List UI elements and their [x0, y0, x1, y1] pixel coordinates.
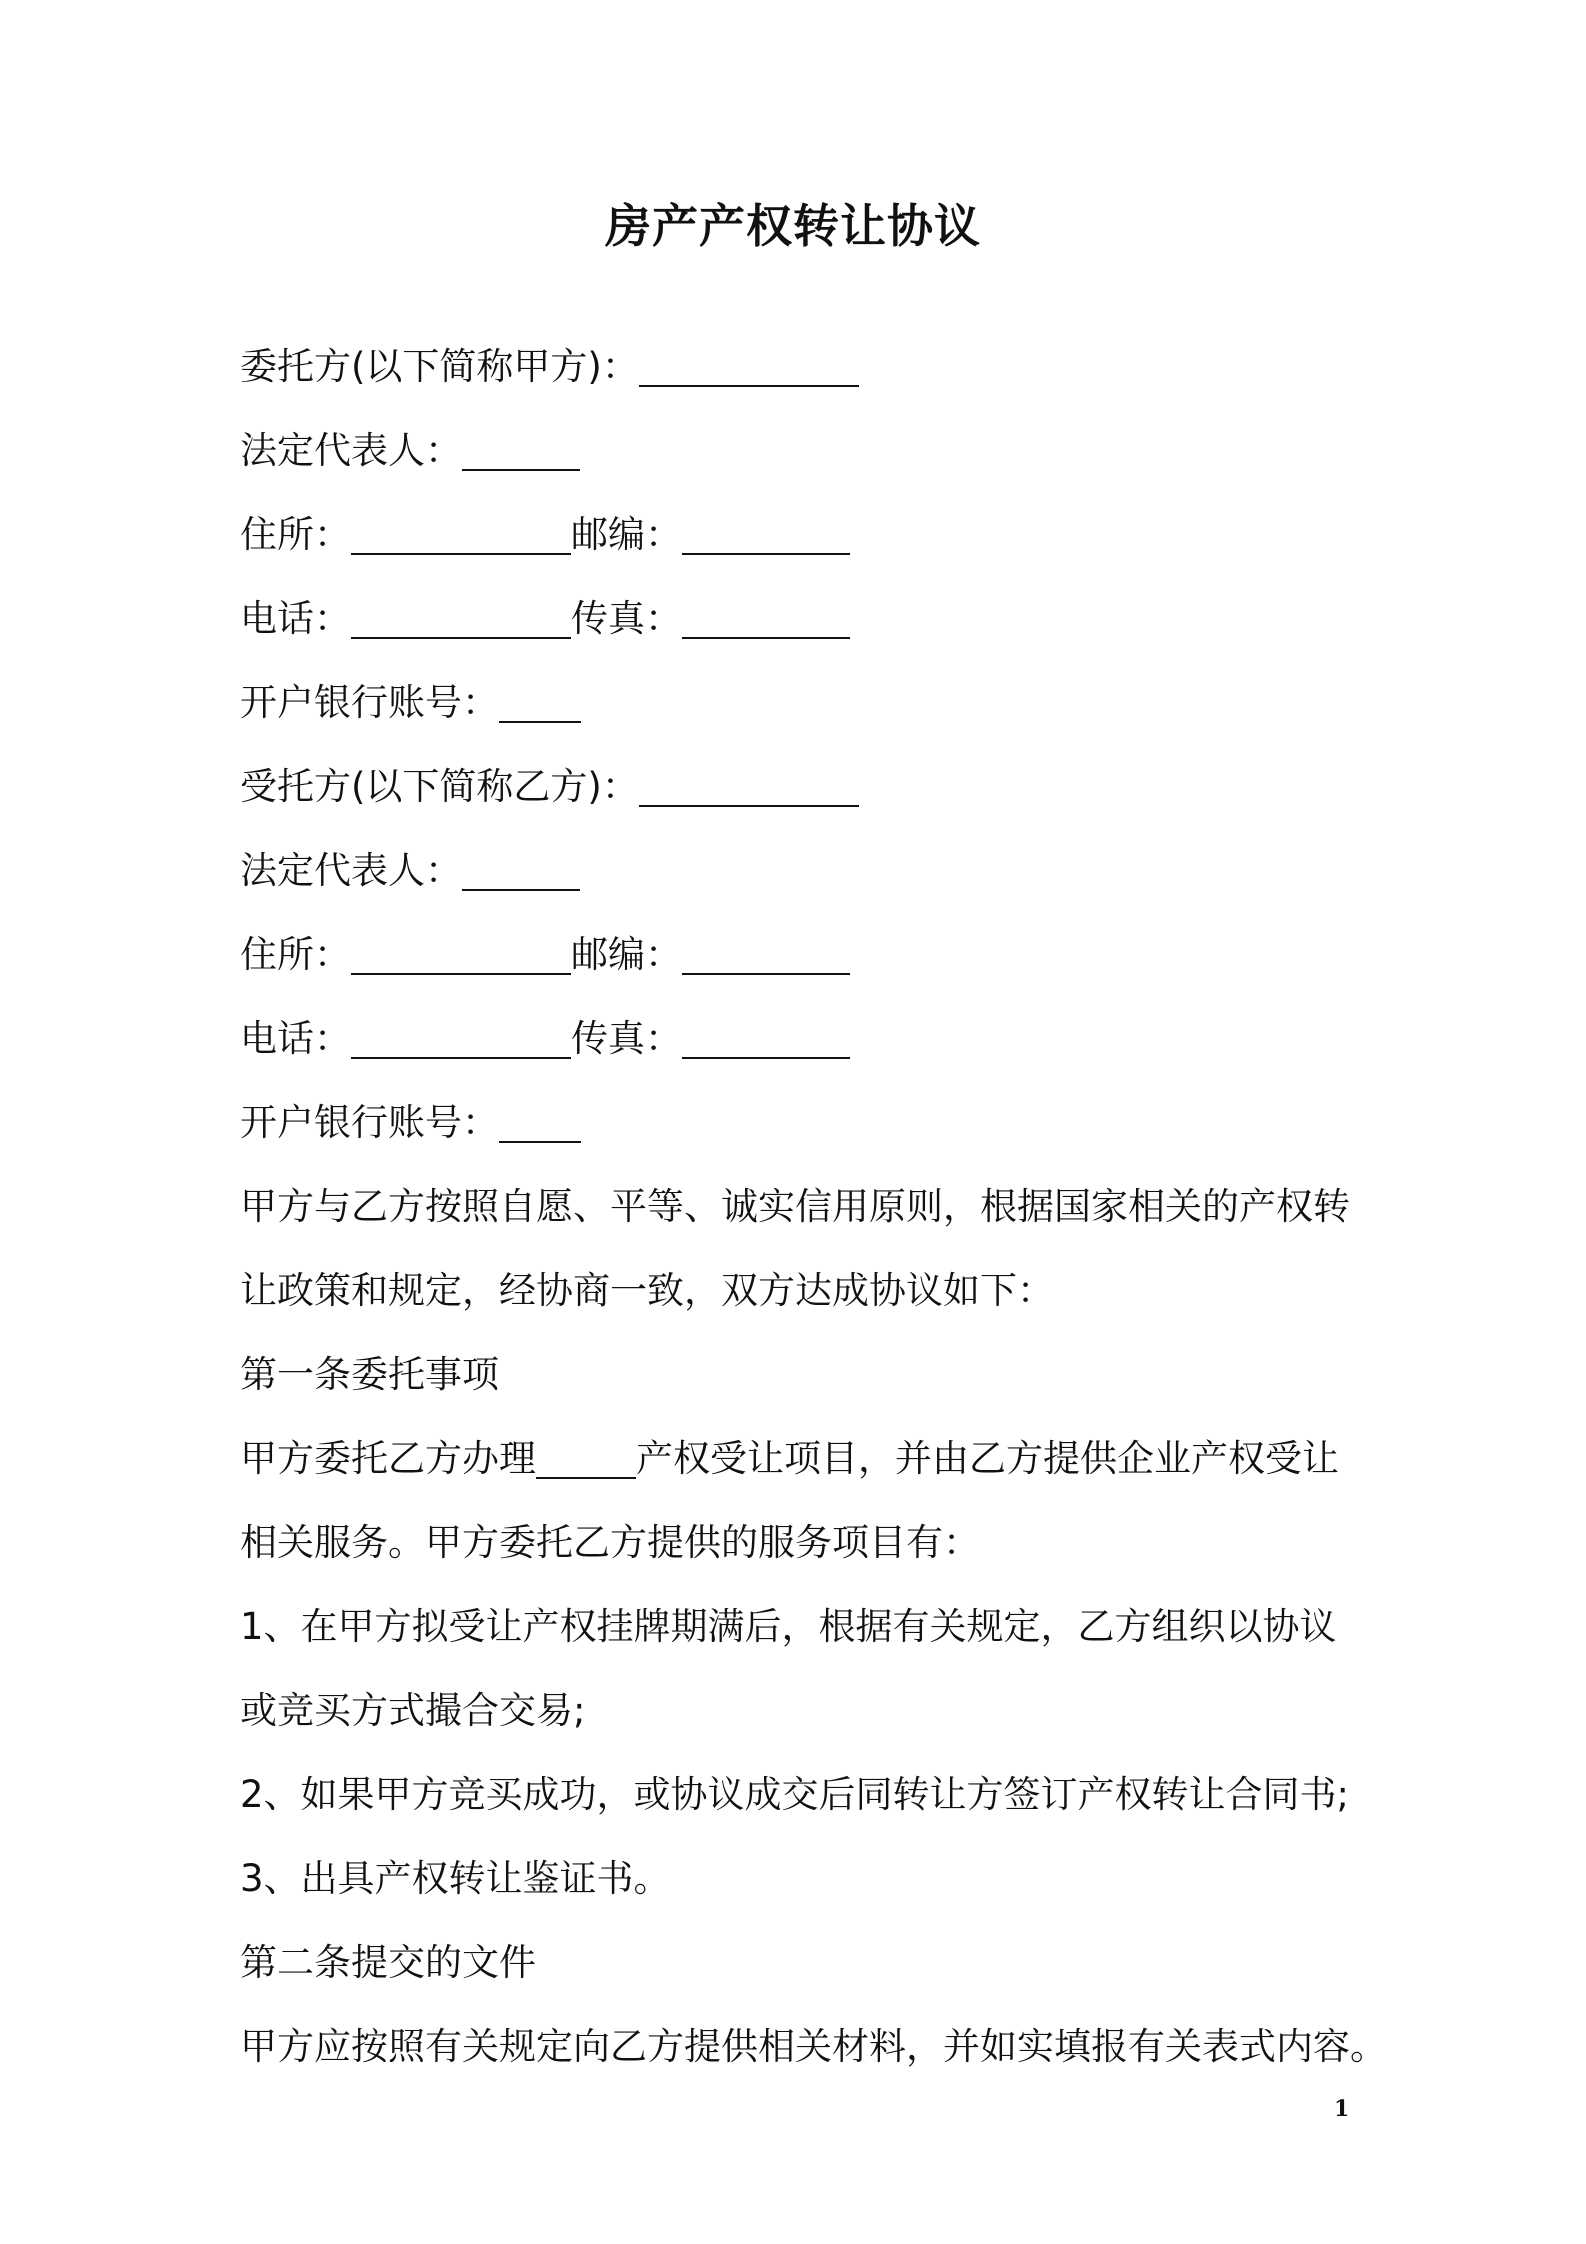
article-1-text-end: 产权受让项目，并由乙方提供企业产权受让: [636, 1437, 1339, 1480]
party-b-legal-rep-blank: [462, 843, 580, 891]
party-a-legal-rep-blank: [462, 423, 580, 471]
article-1-item: 2、如果甲方竞买成功，或协议成交后同转让方签订产权转让合同书;: [240, 1773, 1350, 1816]
party-b-postcode-label: 邮编：: [571, 933, 682, 976]
party-b-phone-line: [240, 997, 1380, 1081]
article-2-heading: 第二条提交的文件: [240, 1941, 536, 1984]
party-a-postcode-blank: [682, 507, 850, 555]
article-2-line: 甲方应按照有关规定向乙方提供相关材料，并如实填报有关表式内容。: [240, 2025, 1387, 2068]
party-a-address-line: [240, 493, 1380, 577]
article-1-item: 3、出具产权转让鉴证书。: [240, 1857, 671, 1900]
party-b-line: [240, 745, 1380, 829]
party-a-bank-label: 开户银行账号：: [240, 681, 499, 724]
article-1-line: 相关服务。甲方委托乙方提供的服务项目有：: [240, 1521, 980, 1564]
party-b-address-label: 住所：: [240, 933, 351, 976]
party-b-label: 受托方(以下简称乙方)：: [240, 765, 639, 808]
party-b-fax-label: 传真：: [571, 1017, 682, 1060]
article-1-text-start: 甲方委托乙方办理: [240, 1437, 536, 1480]
document-title: 房产产权转让协议: [605, 199, 981, 253]
party-b-postcode-blank: [682, 927, 850, 975]
intro-line: 让政策和规定，经协商一致，双方达成协议如下：: [240, 1269, 1054, 1312]
party-a-label: 委托方(以下简称甲方)：: [240, 345, 639, 388]
party-b-fax-blank: [682, 1011, 850, 1059]
party-a-bank-line: [240, 661, 1380, 745]
party-b-bank-line: [240, 1081, 1380, 1165]
party-a-address-label: 住所：: [240, 513, 351, 556]
page-number: 1: [1334, 2096, 1350, 2122]
party-b-address-line: [240, 913, 1380, 997]
party-b-phone-blank: [351, 1011, 571, 1059]
party-a-blank: [639, 339, 859, 387]
party-b-address-blank: [351, 927, 571, 975]
party-a-phone-line: [240, 577, 1380, 661]
party-a-postcode-label: 邮编：: [571, 513, 682, 556]
article-1-item: 或竞买方式撮合交易;: [240, 1689, 586, 1732]
document-body: [240, 325, 1387, 2089]
party-b-blank: [639, 759, 859, 807]
article-1-heading: 第一条委托事项: [240, 1353, 499, 1396]
party-a-address-blank: [351, 507, 571, 555]
party-b-phone-label: 电话：: [240, 1017, 351, 1060]
party-b-bank-label: 开户银行账号：: [240, 1101, 499, 1144]
party-a-legal-rep-label: 法定代表人：: [240, 429, 462, 472]
project-name-blank: [536, 1431, 636, 1479]
party-b-legal-rep-line: [240, 829, 1380, 913]
party-b-legal-rep-label: 法定代表人：: [240, 849, 462, 892]
article-1-item: 1、在甲方拟受让产权挂牌期满后，根据有关规定，乙方组织以协议: [240, 1605, 1337, 1648]
party-a-legal-rep-line: [240, 409, 1380, 493]
party-a-bank-blank: [499, 675, 581, 723]
intro-line: 甲方与乙方按照自愿、平等、诚实信用原则，根据国家相关的产权转: [240, 1185, 1350, 1228]
party-a-phone-blank: [351, 591, 571, 639]
party-b-bank-blank: [499, 1095, 581, 1143]
party-a-fax-label: 传真：: [571, 597, 682, 640]
party-a-line: [240, 325, 1380, 409]
party-a-fax-blank: [682, 591, 850, 639]
article-1-line: [240, 1417, 1380, 1501]
party-a-phone-label: 电话：: [240, 597, 351, 640]
